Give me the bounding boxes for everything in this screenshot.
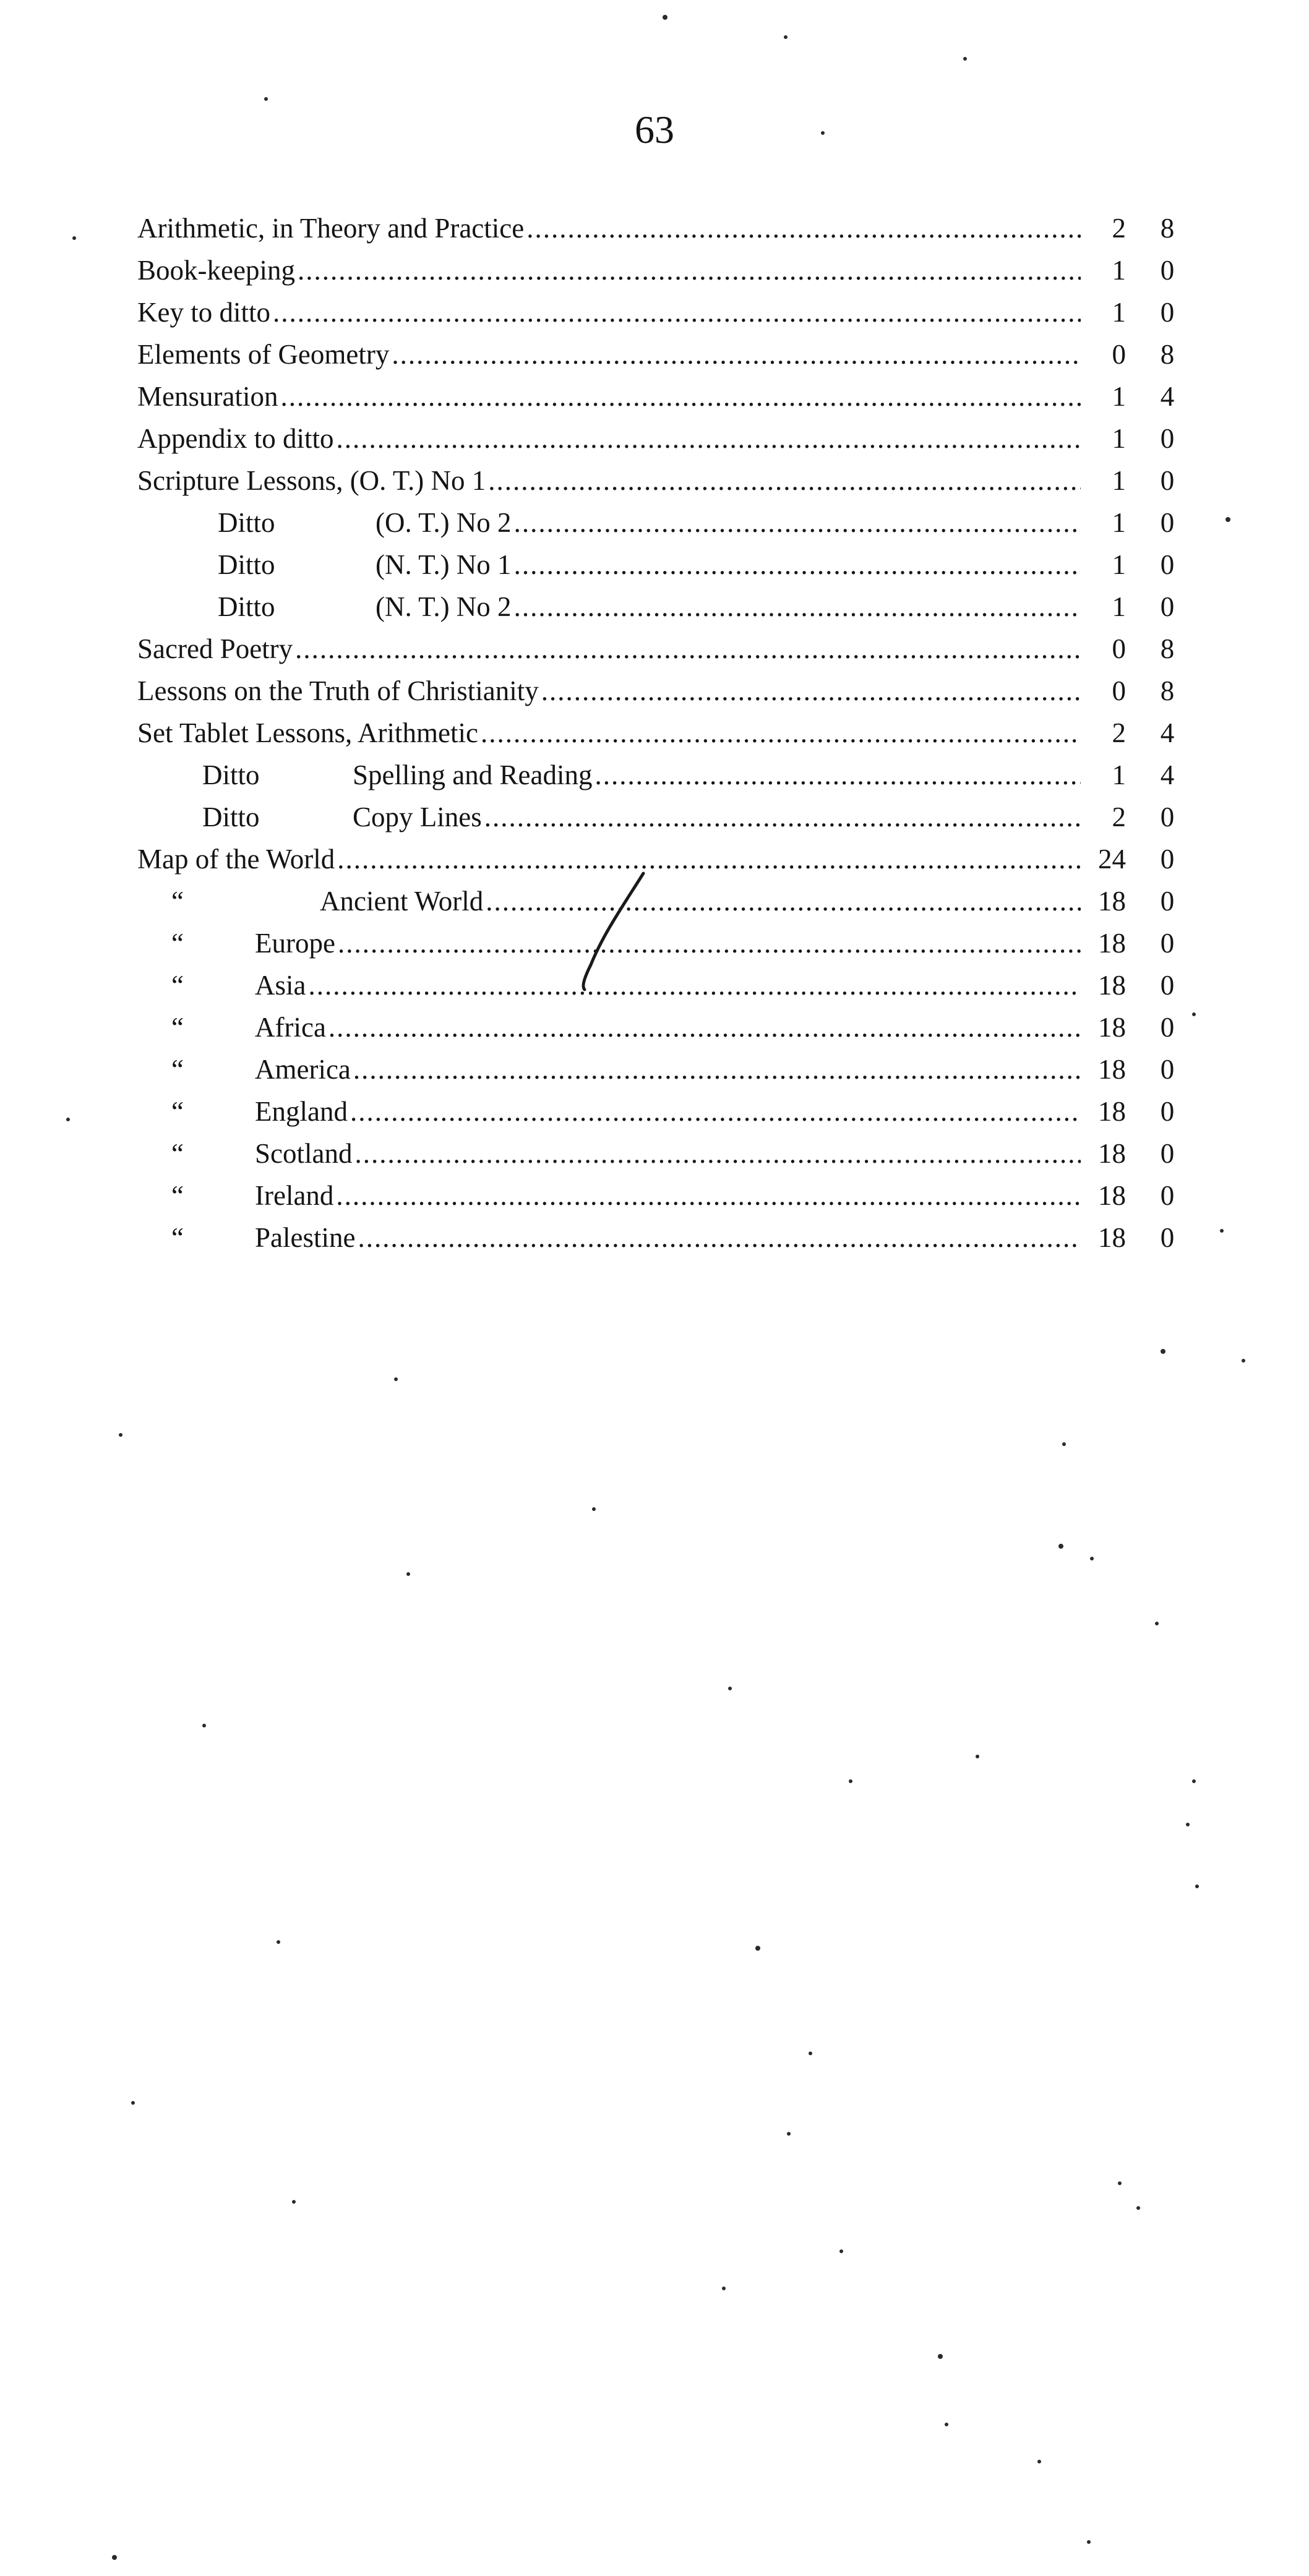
list-item [137, 712, 1201, 754]
dot-leader [295, 628, 1081, 670]
label-wrap [137, 712, 478, 754]
entry-label: England [255, 1096, 348, 1127]
price-pence: 0 [1160, 1012, 1175, 1043]
dot-leader [350, 1090, 1081, 1132]
price-pence: 8 [1160, 675, 1175, 706]
price-shillings: 18 [1098, 1012, 1126, 1043]
ditto-mark: “ [171, 1012, 184, 1043]
label-wrap [137, 333, 389, 375]
price-shillings: 1 [1112, 760, 1126, 790]
entry [218, 502, 1081, 544]
entry-label: Lessons on the Truth of Christianity [137, 675, 539, 706]
price-pence: 0 [1160, 844, 1175, 875]
list-item [137, 754, 1201, 796]
entry-label: (N. T.) No 1 [376, 549, 512, 580]
label-wrap [218, 544, 512, 586]
price-shillings: 1 [1112, 381, 1126, 412]
entry [171, 880, 1081, 922]
price-pence: 0 [1160, 507, 1175, 538]
ditto-mark: “ [171, 1054, 184, 1085]
price-pence: 0 [1160, 1222, 1175, 1253]
list-item [137, 1090, 1201, 1132]
price-pence: 4 [1160, 717, 1175, 748]
entry-label: Key to ditto [137, 297, 270, 328]
price-pence: 0 [1160, 591, 1175, 622]
entry-label: (O. T.) No 2 [376, 507, 512, 538]
entry-label: America [255, 1054, 351, 1085]
entry-label: Copy Lines [353, 802, 482, 832]
dot-leader [273, 291, 1081, 333]
entry-label: Mensuration [137, 381, 278, 412]
list-item [137, 880, 1201, 922]
label-wrap [137, 460, 486, 502]
list-item [137, 291, 1201, 333]
list-item [137, 249, 1201, 291]
dot-leader [336, 1175, 1081, 1217]
entry-label: Appendix to ditto [137, 423, 334, 454]
price-shillings: 24 [1098, 844, 1126, 875]
entry [137, 712, 1081, 754]
entry [137, 333, 1081, 375]
label-wrap [137, 838, 335, 880]
price-shillings: 18 [1098, 970, 1126, 1001]
entry-label: Ireland [255, 1180, 334, 1211]
price-pence: 0 [1160, 465, 1175, 496]
dot-leader [488, 460, 1081, 502]
list-item [137, 207, 1201, 249]
entry [137, 249, 1081, 291]
price-pence: 0 [1160, 1096, 1175, 1127]
dot-leader [309, 964, 1081, 1006]
list-item [137, 1132, 1201, 1175]
price-pence: 0 [1160, 1180, 1175, 1211]
price-shillings: 0 [1112, 339, 1126, 370]
entry-label: Book-keeping [137, 255, 295, 286]
price-pence: 8 [1160, 213, 1175, 244]
entry-label: Asia [255, 970, 306, 1001]
list-item [137, 460, 1201, 502]
dot-leader [280, 375, 1081, 417]
entry [171, 1217, 1081, 1259]
dot-leader [514, 502, 1081, 544]
price-pence: 4 [1160, 760, 1175, 790]
list-item [137, 670, 1201, 712]
entry [202, 796, 1081, 838]
entry [137, 417, 1081, 460]
entry-label: Set Tablet Lessons, Arithmetic [137, 717, 478, 748]
price-shillings: 18 [1098, 928, 1126, 959]
entry [171, 1132, 1081, 1175]
entry [137, 628, 1081, 670]
price-pence: 0 [1160, 1054, 1175, 1085]
list-item [137, 964, 1201, 1006]
page-number: 63 [635, 108, 674, 152]
entry-label: Spelling and Reading [353, 760, 593, 790]
entry [171, 964, 1081, 1006]
label-wrap [171, 964, 306, 1006]
entry-label: Scotland [255, 1138, 353, 1169]
entry [171, 1048, 1081, 1090]
label-wrap [171, 1048, 351, 1090]
list-item [137, 1006, 1201, 1048]
label-wrap [137, 628, 293, 670]
label-wrap [171, 1175, 333, 1217]
label-wrap [202, 796, 482, 838]
price-shillings: 18 [1098, 1096, 1126, 1127]
dot-leader [338, 922, 1081, 964]
entry [137, 207, 1081, 249]
price-shillings: 0 [1112, 675, 1126, 706]
label-wrap [171, 922, 335, 964]
dot-leader [514, 586, 1081, 628]
entry-label: Scripture Lessons, (O. T.) No 1 [137, 465, 486, 496]
price-shillings: 18 [1098, 886, 1126, 917]
price-shillings: 1 [1112, 507, 1126, 538]
entry [137, 838, 1081, 880]
label-wrap [171, 1006, 326, 1048]
price-pence: 0 [1160, 802, 1175, 832]
entry [171, 1006, 1081, 1048]
price-pence: 8 [1160, 633, 1175, 664]
entry [137, 291, 1081, 333]
entry [171, 922, 1081, 964]
label-wrap [171, 1132, 352, 1175]
price-shillings: 1 [1112, 423, 1126, 454]
dot-leader [358, 1217, 1081, 1259]
price-pence: 8 [1160, 339, 1175, 370]
price-shillings: 1 [1112, 549, 1126, 580]
label-wrap [137, 375, 278, 417]
list-item [137, 502, 1201, 544]
price-shillings: 1 [1112, 255, 1126, 286]
entry-label: (N. T.) No 2 [376, 591, 512, 622]
dot-leader [337, 838, 1081, 880]
label-wrap [137, 670, 539, 712]
price-shillings: 2 [1112, 717, 1126, 748]
ditto-mark: “ [171, 970, 184, 1001]
entry-label: Sacred Poetry [137, 633, 293, 664]
label-wrap [218, 502, 512, 544]
price-pence: 0 [1160, 970, 1175, 1001]
entry [171, 1090, 1081, 1132]
label-wrap [137, 249, 295, 291]
list-item [137, 922, 1201, 964]
dot-leader [392, 333, 1081, 375]
dot-leader [484, 796, 1081, 838]
entry-label: Map of the World [137, 844, 335, 875]
list-item [137, 1175, 1201, 1217]
ditto-mark: “ [171, 1096, 184, 1127]
ditto-mark: “ [171, 1138, 184, 1169]
dot-leader [481, 712, 1081, 754]
price-pence: 4 [1160, 381, 1175, 412]
dot-leader [353, 1048, 1081, 1090]
entry [202, 754, 1081, 796]
ditto-mark: “ [171, 886, 184, 917]
price-pence: 0 [1160, 297, 1175, 328]
list-item [137, 628, 1201, 670]
price-shillings: 18 [1098, 1222, 1126, 1253]
price-pence: 0 [1160, 928, 1175, 959]
entry [137, 460, 1081, 502]
entry-label: Elements of Geometry [137, 339, 390, 370]
ditto-word: Ditto [218, 591, 275, 622]
dot-leader [541, 670, 1081, 712]
price-shillings: 2 [1112, 802, 1126, 832]
price-shillings: 18 [1098, 1180, 1126, 1211]
ditto-mark: “ [171, 1180, 184, 1211]
dot-leader [594, 754, 1081, 796]
ditto-word: Ditto [218, 507, 275, 538]
label-wrap [202, 754, 592, 796]
entry-label: Europe [255, 928, 335, 959]
ditto-mark: “ [171, 928, 184, 959]
price-shillings: 18 [1098, 1054, 1126, 1085]
entry-label: Africa [255, 1012, 326, 1043]
list-item [137, 838, 1201, 880]
price-shillings: 1 [1112, 465, 1126, 496]
price-shillings: 0 [1112, 633, 1126, 664]
price-pence: 0 [1160, 423, 1175, 454]
label-wrap [171, 880, 483, 922]
list-item [137, 544, 1201, 586]
price-shillings: 1 [1112, 297, 1126, 328]
price-pence: 0 [1160, 886, 1175, 917]
entry [218, 544, 1081, 586]
dot-leader [298, 249, 1081, 291]
list-item [137, 417, 1201, 460]
dot-leader [328, 1006, 1081, 1048]
label-wrap [171, 1090, 348, 1132]
label-wrap [171, 1217, 355, 1259]
price-pence: 0 [1160, 255, 1175, 286]
ditto-word: Ditto [202, 802, 260, 832]
dot-leader [336, 417, 1081, 460]
entry-label: Arithmetic, in Theory and Practice [137, 213, 525, 244]
ditto-word: Ditto [218, 549, 275, 580]
price-shillings: 1 [1112, 591, 1126, 622]
price-list [137, 207, 1201, 1259]
ditto-word: Ditto [202, 760, 260, 790]
label-wrap [137, 207, 524, 249]
dot-leader [526, 207, 1081, 249]
list-item [137, 333, 1201, 375]
label-wrap [218, 586, 512, 628]
price-shillings: 2 [1112, 213, 1126, 244]
dot-leader [354, 1132, 1081, 1175]
entry [171, 1175, 1081, 1217]
price-pence: 0 [1160, 1138, 1175, 1169]
price-pence: 0 [1160, 549, 1175, 580]
list-item [137, 1048, 1201, 1090]
list-item [137, 586, 1201, 628]
list-item [137, 1217, 1201, 1259]
entry [218, 586, 1081, 628]
entry [137, 670, 1081, 712]
entry-label: Ancient World [320, 886, 484, 917]
label-wrap [137, 291, 270, 333]
entry-label: Palestine [255, 1222, 356, 1253]
list-item [137, 796, 1201, 838]
list-item [137, 375, 1201, 417]
entry [137, 375, 1081, 417]
ditto-mark: “ [171, 1222, 184, 1253]
dot-leader [514, 544, 1081, 586]
dot-leader [486, 880, 1081, 922]
price-shillings: 18 [1098, 1138, 1126, 1169]
label-wrap [137, 417, 333, 460]
